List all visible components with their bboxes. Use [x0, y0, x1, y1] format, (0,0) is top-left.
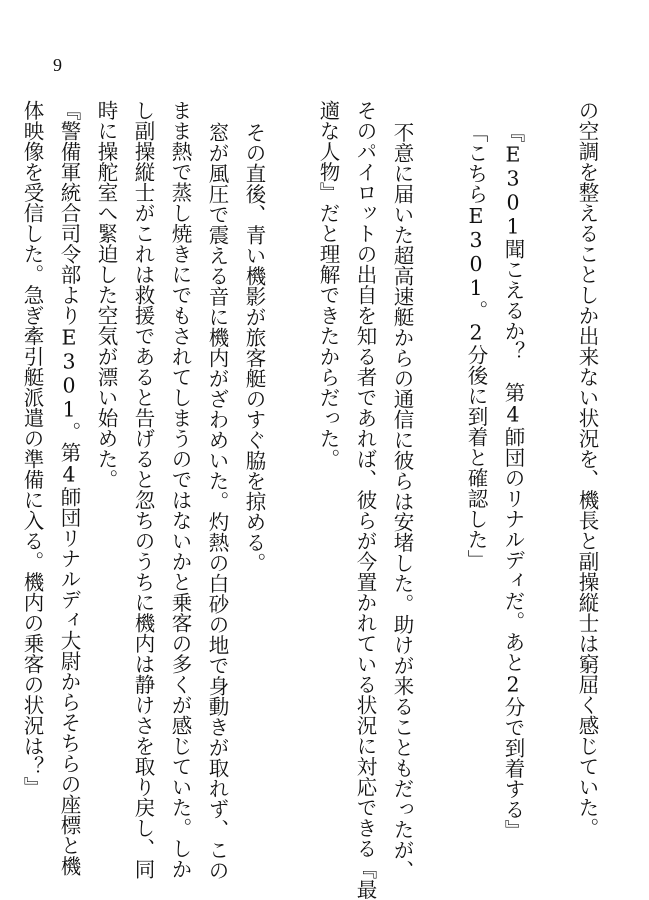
text-line: し副操縦士がこれは救援であると告げると忽ちのうちに機内は静けさを取り戻し、同	[131, 100, 155, 879]
text-line: 不意に届いた超高速艇からの通信に彼らは安堵した。助けが来ることもだったが、	[390, 122, 414, 881]
text-line: 『E301聞こえるか？ 第4師団のリナルディだ。あと2分で到着する』	[501, 122, 525, 840]
text-line: その直後、青い機影が旅客艇のすぐ脇を掠める。	[242, 122, 266, 573]
text-line: まま熱で蒸し焼きにでもされてしまうのではないかと乗客の多くが感じていた。しか	[168, 100, 192, 879]
text-line: の空調を整えることしか出来ない状況を、機長と副操縦士は窮屈く感じていた。	[575, 100, 599, 838]
text-line: そのパイロットの出自を知る者であれば、彼らが今置かれている状況に対応できる『最	[353, 100, 377, 900]
text-line: 窓が風圧で震える音に機内がざわめいた。灼熱の白砂の地で身動きが取れず、この	[205, 122, 229, 881]
text-line: 『警備軍統合司令部よりE301。第4師団リナルディ大尉からそちらの座標と機	[57, 100, 81, 876]
text-line: 「こちらE301。2分後に到着と確認した」	[464, 122, 488, 570]
text-line: 体映像を受信した。急ぎ牽引艇派遣の準備に入る。機内の乗客の状況は？』	[20, 100, 44, 797]
page-number: 9	[53, 55, 62, 75]
text-line: 適な人物』だと理解できたからだった。	[316, 100, 340, 469]
vertical-text-body	[5, 100, 599, 900]
text-line: 時に操舵室へ緊迫した空気が漂い始めた。	[94, 100, 118, 490]
